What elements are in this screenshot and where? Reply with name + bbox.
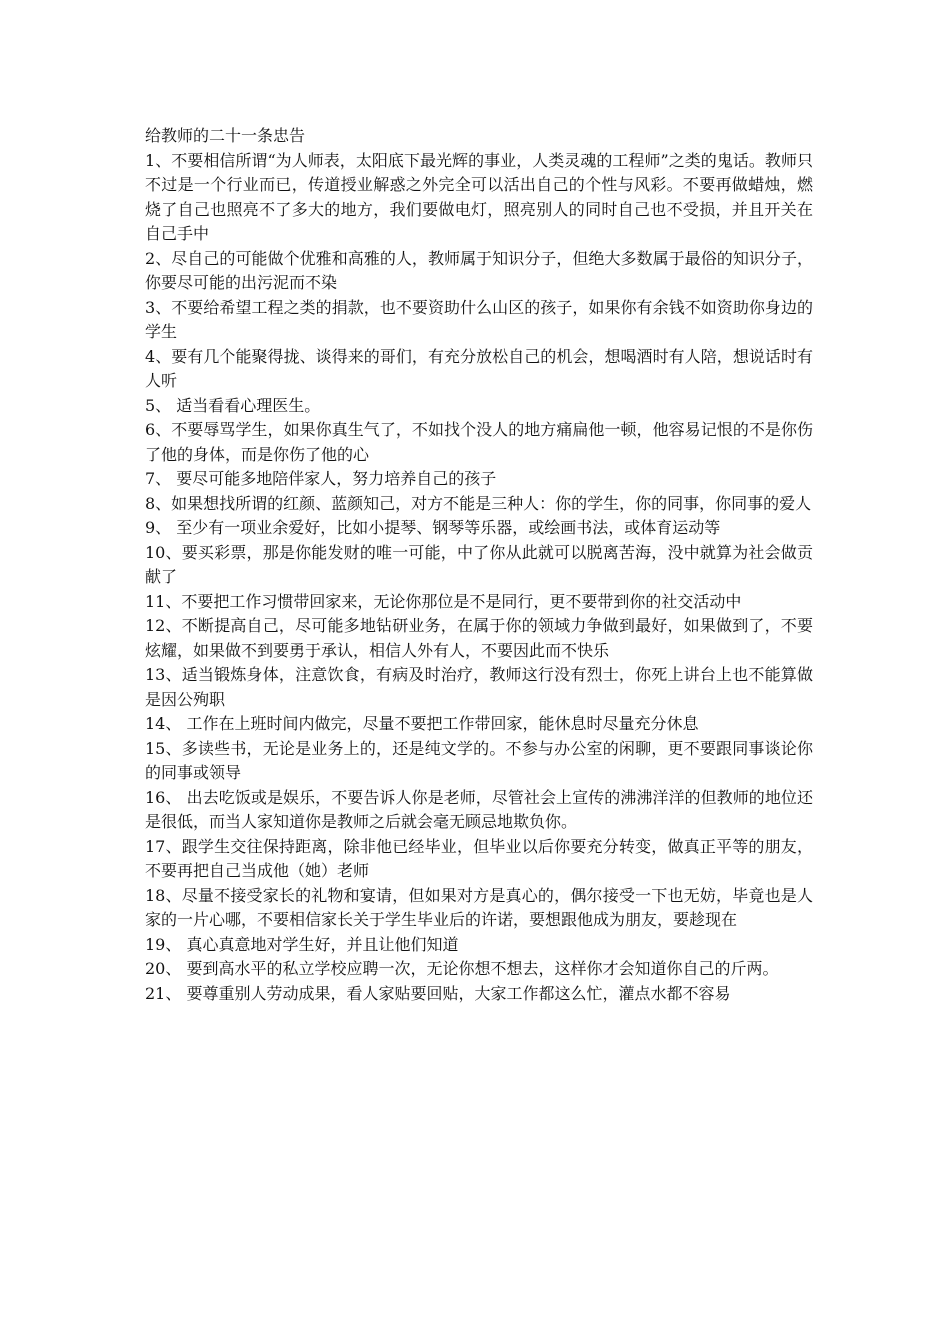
advice-item-9: 9、 至少有一项业余爱好，比如小提琴、钢琴等乐器，或绘画书法，或体育运动等 bbox=[145, 518, 721, 537]
advice-item-19: 19、 真心真意地对学生好，并且让他们知道 bbox=[145, 934, 459, 954]
advice-item-18: 18、尽量不接受家长的礼物和宴请，但如果对方是真心的，偶尔接受一下也无妨，毕竟也是人家的一片心哪，不要相信家长关于学生毕业后的许诺，要想跟他成为朋友，要趁现在 bbox=[145, 885, 813, 929]
advice-item-20: 20、 要到高水平的私立学校应聘一次，无论你想不想去，这样你才会知道你自己的斤两。 bbox=[145, 959, 779, 978]
advice-item-7: 7、 要尽可能多地陪伴家人，努力培养自己的孩子 bbox=[145, 469, 497, 488]
advice-item-14: 14、 工作在上班时间内做完，尽量不要把工作带回家，能休息时尽量充分休息 bbox=[145, 714, 699, 733]
document-title: 给教师的二十一条忠告 bbox=[145, 126, 306, 145]
document-body bbox=[145, 124, 813, 1006]
advice-item-8: 8、如果想找所谓的红颜、蓝颜知己，对方不能是三种人：你的学生，你的同事，你同事的爱人 bbox=[145, 493, 812, 513]
advice-item-4: 4、要有几个能聚得拢、谈得来的哥们，有充分放松自己的机会，想喝酒时有人陪，想说话时有人听 bbox=[145, 346, 813, 390]
advice-item-15: 15、多读些书，无论是业务上的，还是纯文学的。不参与办公室的闲聊，更不要跟同事谈论你的同事或领导 bbox=[145, 738, 813, 782]
advice-item-11: 11、不要把工作习惯带回家来，无论你那位是不是同行，更不要带到你的社交活动中 bbox=[145, 591, 742, 611]
advice-item-17: 17、跟学生交往保持距离，除非他已经毕业，但毕业以后你要充分转变，做真正平等的朋友，不要再把自己当成他（她）老师 bbox=[145, 836, 813, 880]
advice-item-12: 12、不断提高自己，尽可能多地钻研业务，在属于你的领域力争做到最好，如果做到了，不要炫耀，如果做不到要勇于承认，相信人外有人，不要因此而不快乐 bbox=[145, 616, 813, 660]
advice-item-6: 6、不要辱骂学生，如果你真生气了，不如找个没人的地方痛扁他一顿，他容易记恨的不是你伤了他的身体，而是你伤了他的心 bbox=[145, 420, 813, 464]
advice-item-5: 5、 适当看看心理医生。 bbox=[145, 395, 321, 415]
advice-item-16: 16、 出去吃饭或是娱乐，不要告诉人你是老师，尽管社会上宣传的沸沸洋洋的但教师的地位还是很低，而当人家知道你是教师之后就会毫无顾忌地欺负你。 bbox=[145, 787, 813, 831]
advice-item-21: 21、 要尊重别人劳动成果，看人家贴要回贴，大家工作都这么忙，灌点水都不容易 bbox=[145, 983, 731, 1003]
advice-item-2: 2、尽自己的可能做个优雅和高雅的人，教师属于知识分子，但绝大多数属于最俗的知识分子，你要尽可能的出污泥而不染 bbox=[145, 248, 813, 292]
advice-item-3: 3、不要给希望工程之类的捐款，也不要资助什么山区的孩子，如果你有余钱不如资助你身边的学生 bbox=[145, 297, 813, 341]
advice-item-10: 10、要买彩票，那是你能发财的唯一可能，中了你从此就可以脱离苦海，没中就算为社会做贡献了 bbox=[145, 542, 813, 586]
advice-item-13: 13、适当锻炼身体，注意饮食，有病及时治疗，教师这行没有烈士，你死上讲台上也不能算做是因公殉职 bbox=[145, 665, 813, 709]
advice-item-1: 1、不要相信所谓“为人师表，太阳底下最光辉的事业，人类灵魂的工程师”之类的鬼话。教师只不过是一个行业而已，传道授业解惑之外完全可以活出自己的个性与风彩。不要再做蜡烛，燃烧了自己也照亮不了多大的地方，我们要做电灯，照亮别人的同时自己也不受损，并且开关在自己手中 bbox=[145, 150, 813, 243]
